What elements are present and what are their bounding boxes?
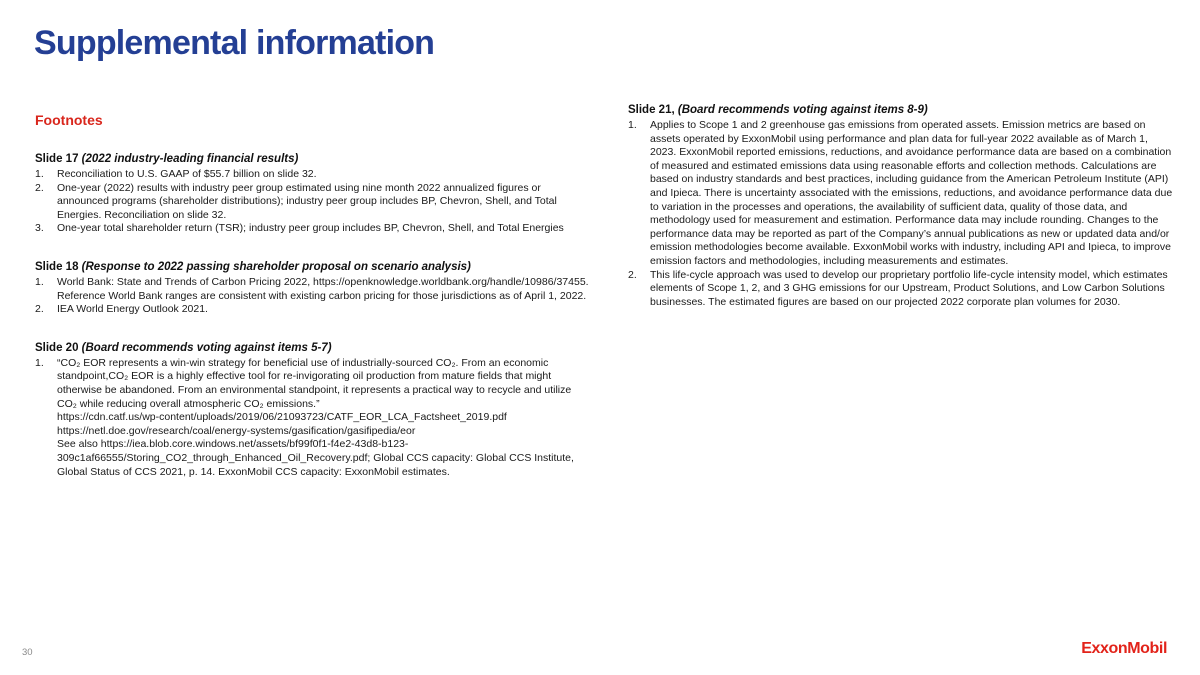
footnote-text: One-year (2022) results with industry peer group estimated using nine month 2022 annualized figures or announced programs (shareholder distributions); industry peer group includes BP, Chevron, Shell, and Total Energies. Reconciliation on slide 32.	[57, 181, 557, 221]
footnote-number: 1.	[35, 275, 44, 288]
footnote-see-also: See also https://iea.blob.core.windows.net/assets/bf99f0f1-f4e2-43d8-b123-309c1af66555/Storing_CO2_through_Enhanced_Oil_Recovery.pdf; Global CCS capacity: Global CCS Institute, Global Status of CCS 2021, p. 14. ExxonMobil CCS capacity: ExxonMobil estimates.	[57, 438, 574, 478]
section-heading-note: (Board recommends voting against items 8-9)	[677, 104, 928, 116]
footnote-number: 1.	[35, 168, 44, 180]
footnote-text: Applies to Scope 1 and 2 greenhouse gas emissions from operated assets. Emission metrics are based on assets operated by ExxonMobil using performance and plan data for full-year 2022 available as of March 1, 2023. ExxonMobil reported emissions, reductions, and avoidance performance data are based on a combination of measured and estimated emissions data using reasonable efforts and collection methods. Calculations are based on industry standards and best practices, including guidance from the American Petroleum Institute (API) and Ipieca. There is uncertainty associated with the emissions, reductions, and avoidance performance data due to variation in the processes and operations, the availability of sufficient data, quality of those data, and methodology used for measurement and estimation. Performance data may include rounding. Changes to the performance data may be reported as part of the Company’s annual publications as new or updated data and/or emission methodologies become available. ExxonMobil works with industry, including API and Ipieca, to improve emission factors and methodologies, including measurements and estimates.	[650, 119, 1173, 267]
section-slide-21	[628, 104, 1176, 309]
footnote-list	[35, 276, 591, 317]
section-slide-20-heading	[35, 342, 591, 354]
section-slide-17-heading	[35, 153, 591, 165]
footnote-url: https://cdn.catf.us/wp-content/uploads/2019/06/21093723/CATF_EOR_LCA_Factsheet_2019.pdf	[57, 411, 507, 424]
footnote-text: This life-cycle approach was used to develop our proprietary portfolio life-cycle intensity model, which estimates elements of Scope 1, 2, and 3 GHG emissions for our Upstream, Product Solutions, and Low Carbon Solutions businesses. The estimated figures are based on our projected 2022 corporate plan volumes for 2030.	[650, 268, 1168, 308]
left-column	[35, 112, 591, 504]
footnote-number: 2.	[628, 268, 637, 281]
section-slide-18	[35, 261, 591, 317]
footnote-url: https://netl.doe.gov/research/coal/energy-systems/gasification/gasifipedia/eor	[57, 424, 416, 437]
footnote-item	[35, 168, 591, 182]
footnote-item	[35, 222, 591, 236]
footnote-item	[628, 119, 1176, 269]
section-heading-note: (2022 industry-leading financial results)	[81, 153, 299, 165]
footnote-text: Reconciliation to U.S. GAAP of $55.7 billion on slide 32.	[57, 168, 317, 180]
footnote-number: 1.	[628, 119, 637, 131]
footnote-list	[628, 119, 1176, 309]
section-heading-label: Slide 18	[35, 260, 79, 273]
footnote-item	[35, 303, 591, 317]
footnote-item	[35, 182, 591, 223]
footnote-number: 3.	[35, 222, 44, 235]
exxonmobil-logo: ExxonMobil	[1081, 640, 1167, 657]
footnote-quote: “CO₂ EOR represents a win-win strategy for beneficial use of industrially-sourced CO₂. From an economic standpoint,CO₂ EOR is a highly effective tool for re-invigorating oil production from mature fields that might otherwise be abandoned. From an environmental standpoint, it represents a practical way to recycle and utilize CO₂ while reducing overall atmospheric CO₂ emissions.”	[57, 356, 572, 410]
footnote-text: World Bank: State and Trends of Carbon Pricing 2022, https://openknowledge.worldbank.org/handle/10986/37455. Reference World Bank ranges are consistent with existing carbon pricing for those jurisdictions as of April 1, 2022.	[57, 275, 589, 302]
footnote-item	[35, 276, 591, 303]
footnote-item	[35, 357, 591, 479]
footnote-text: One-year total shareholder return (TSR); industry peer group includes BP, Chevron, Shell, and Total Energies	[57, 222, 564, 235]
footnote-number: 2.	[35, 181, 44, 194]
section-heading-note: (Response to 2022 passing shareholder proposal on scenario analysis)	[81, 260, 471, 273]
section-heading-note: (Board recommends voting against items 5-7)	[81, 341, 332, 354]
page-number: 30	[22, 647, 33, 658]
section-slide-17	[35, 153, 591, 236]
section-heading-label: Slide 17	[35, 153, 79, 165]
right-column	[628, 104, 1176, 334]
footnote-item	[628, 269, 1176, 310]
section-heading-label: Slide 20	[35, 341, 79, 354]
section-slide-18-heading	[35, 261, 591, 273]
section-slide-20	[35, 342, 591, 479]
footnote-list	[35, 168, 591, 236]
page-title: Supplemental information	[34, 24, 435, 62]
section-heading-label: Slide 21,	[628, 104, 675, 116]
footnote-list	[35, 357, 591, 479]
footnote-text	[57, 357, 591, 479]
footnotes-heading: Footnotes	[35, 112, 103, 128]
footnote-text: IEA World Energy Outlook 2021.	[57, 303, 208, 316]
footnote-number: 2.	[35, 303, 44, 316]
section-slide-21-heading	[628, 104, 1176, 116]
footnote-number: 1.	[35, 356, 44, 369]
